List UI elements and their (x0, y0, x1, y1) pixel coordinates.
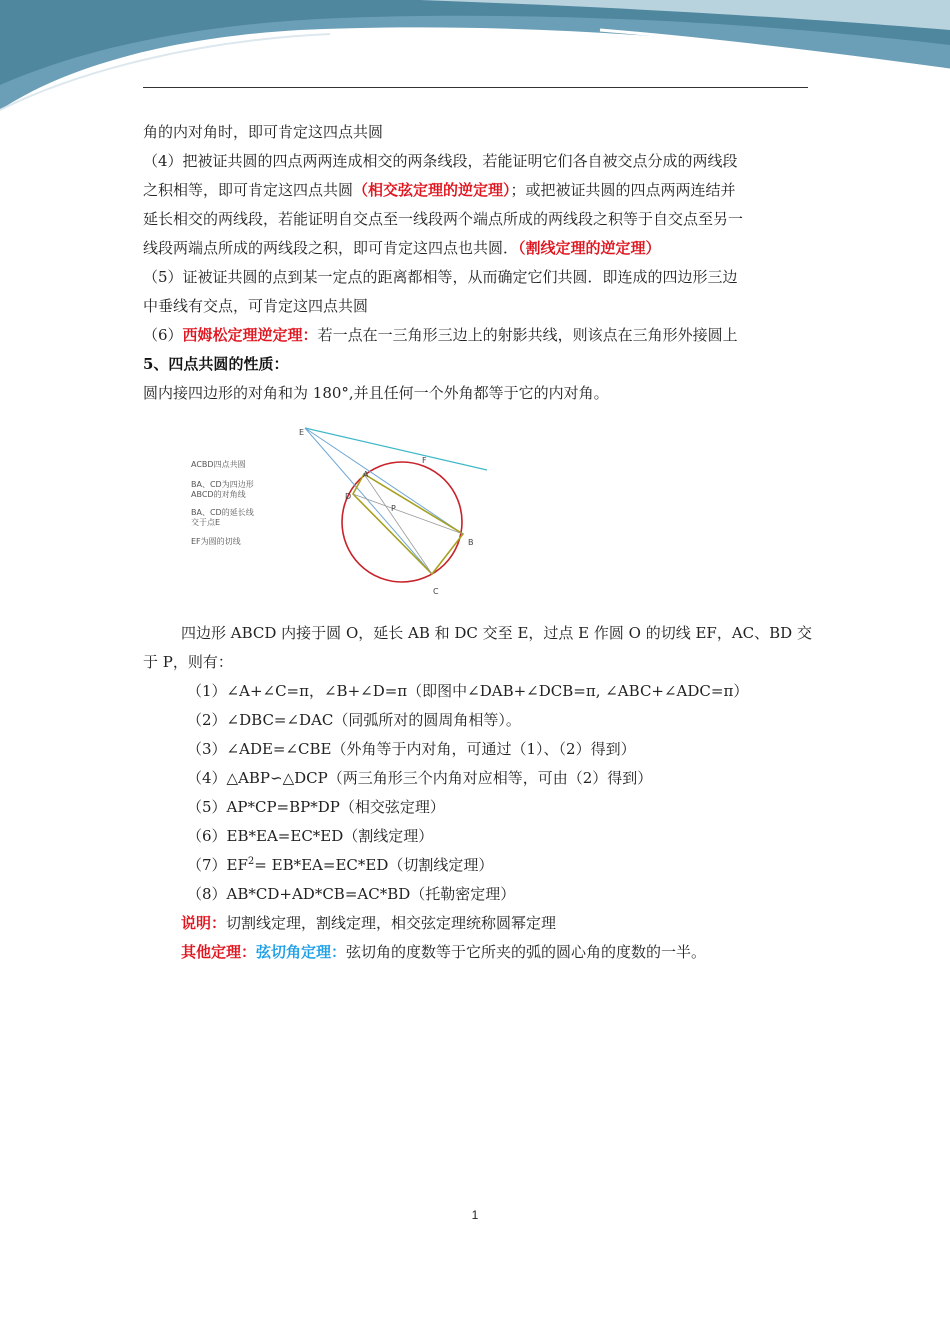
header-rule (143, 87, 808, 88)
section-heading: 5、四点共圆的性质： (143, 355, 289, 373)
figure-caption: ACBD四点共圆 (191, 460, 246, 469)
list-item: （1）∠A+∠C=π，∠B+∠D=π（即图中∠DAB+∠DCB=π, ∠ABC+∠ADC=π） (187, 682, 749, 700)
list-item: （5）AP*CP=BP*DP（相交弦定理） (187, 798, 445, 816)
text-line: 延长相交的两线段，若能证明自交点至一线段两个端点所成的两线段之积等于自交点至另一 (143, 210, 744, 228)
list-item: $(7)EF^2= EB*EA=EC*ED$（切割线定理） (187, 856, 494, 874)
point-label: A (363, 470, 369, 479)
text-line: 线段两端点所成的两线段之积，即可肯定这四点也共圆．（割线定理的逆定理） (143, 239, 661, 257)
list-item: （8）AB*CD+AD*CB=AC*BD（托勒密定理） (187, 885, 516, 903)
other-label: 其他定理： (181, 943, 257, 961)
text-line: 之积相等，即可肯定这四点共圆（相交弦定理的逆定理）；或把被证共圆的四点两两连结并 (143, 181, 736, 199)
document-body (143, 118, 811, 967)
figure-caption: ABCD的对角线 (191, 490, 246, 499)
highlight-red: 西姆松定理逆定理： (182, 326, 318, 344)
figure-caption: 交于点E (191, 518, 221, 527)
text-line: 中垂线有交点，可肯定这四点共圆 (143, 297, 369, 315)
point-label: E (299, 428, 305, 437)
figure-caption: BA、CD为四边形 (191, 480, 254, 489)
point-label: C (433, 587, 439, 596)
header-wave-decoration (0, 0, 950, 120)
text-line: 于 P，则有： (143, 653, 233, 671)
other-theorem-line: 其他定理：弦切角定理：弦切角的度数等于它所夹的弧的圆心角的度数的一半。 (181, 943, 707, 961)
text-line: 角的内对角时，即可肯定这四点共圆 (143, 123, 384, 141)
highlight-red: （相交弦定理的逆定理） (353, 181, 511, 199)
point-label: B (468, 538, 474, 547)
figure-caption: BA、CD的延长线 (191, 508, 254, 517)
cyclic-quadrilateral-figure (187, 422, 507, 597)
theorem-name: 弦切角定理： (256, 943, 347, 961)
text-line: （6）西姆松定理逆定理：若一点在一三角形三边上的射影共线，则该点在三角形外接圆上 (143, 326, 738, 344)
text-line: （4）把被证共圆的四点两两连成相交的两条线段，若能证明它们各自被交点分成的两线段 (143, 152, 738, 170)
figure-caption: EF为圆的切线 (191, 537, 241, 546)
highlight-red: （割线定理的逆定理） (518, 239, 661, 257)
point-label: F (422, 456, 427, 465)
text-line: 四边形 ABCD 内接于圆 O，延长 AB 和 DC 交至 E，过点 E 作圆 O 的切线 EF，AC、BD 交 (181, 624, 812, 642)
point-label: P (391, 504, 396, 513)
point-label: D (345, 492, 352, 501)
note-label: 说明： (181, 914, 227, 932)
text-line: （5）证被证共圆的点到某一定点的距离都相等，从而确定它们共圆．即连成的四边形三边 (143, 268, 738, 286)
page-number: 1 (471, 1208, 479, 1222)
list-item: （4）△ABP∽△DCP（两三角形三个内角对应相等，可由（2）得到） (187, 769, 653, 787)
list-item: （6）EB*EA=EC*ED（割线定理） (187, 827, 434, 845)
text-line: 圆内接四边形的对角和为 180°,并且任何一个外角都等于它的内对角。 (143, 384, 609, 402)
note-line: 说明：切割线定理，割线定理，相交弦定理统称圆幂定理 (181, 914, 557, 932)
list-item: （2）∠DBC=∠DAC（同弧所对的圆周角相等）。 (187, 711, 521, 729)
list-item: （3）∠ADE=∠CBE（外角等于内对角，可通过（1）、（2）得到） (187, 740, 636, 758)
